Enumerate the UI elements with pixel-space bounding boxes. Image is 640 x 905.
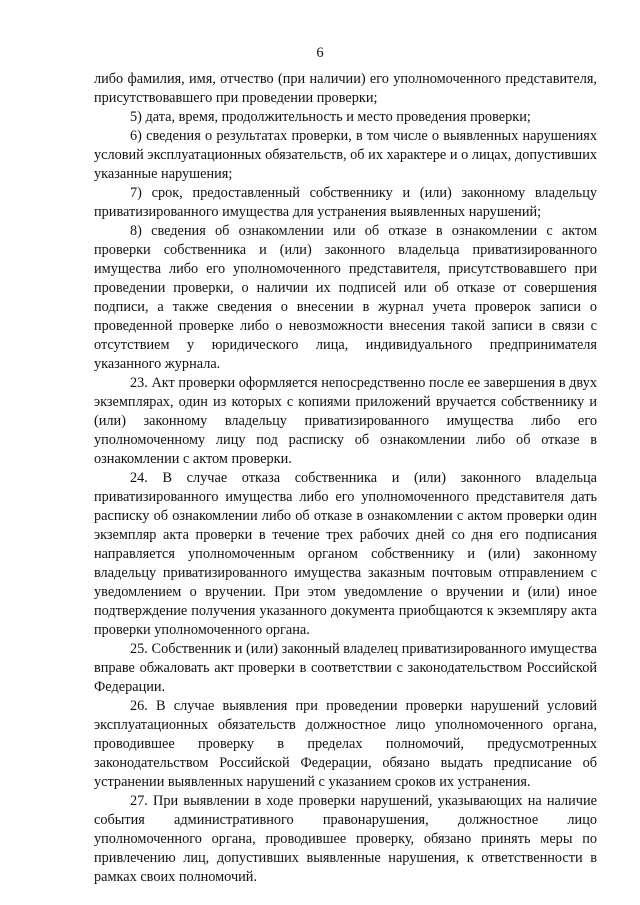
paragraph-item-8: 8) сведения об ознакомлении или об отказе в ознакомлении с актом проверки собственника и (или) законного владельца приватизированного имущества либо его уполномоченного представителя, присутствовавшего при проведении проверки, о наличии их подписей или об отказе от совершения подписи, а также сведения о внесении в журнал учета проверок записи о проведенной проверке либо о невозможности внесения такой записи в связи с отсутствием у юридического лица, индивидуального предпринимателя указанного журнала. (94, 223, 597, 372)
paragraph-item-6: 6) сведения о результатах проверки, в том числе о выявленных нарушениях условий эксплуатационных обязательств, об их характере и о лицах, допустивших указанные нарушения; (94, 128, 597, 182)
paragraph-item-5: 5) дата, время, продолжительность и место проведения проверки; (130, 109, 531, 125)
paragraph-item-7: 7) срок, предоставленный собственнику и (или) законному владельцу приватизированного имущества для устранения выявленных нарушений; (94, 185, 597, 220)
paragraph-clause-25: 25. Собственник и (или) законный владелец приватизированного имущества вправе обжаловать акт проверки в соответствии с законодательством Российской Федерации. (94, 641, 597, 695)
paragraph-clause-23: 23. Акт проверки оформляется непосредственно после ее завершения в двух экземплярах, один из которых с копиями приложений вручается собственнику и (или) законному владельцу приватизированного имущества либо его уполномоченному лицу под расписку об ознакомлении либо об отказе в ознакомлении с актом проверки. (94, 375, 597, 467)
paragraph-clause-26: 26. В случае выявления при проведении проверки нарушений условий эксплуатационных обязательств должностное лицо уполномоченного органа, проводившее проверку в пределах полномочий, предусмотренных законодательством Российской Федерации, обязано выдать предписание об устранении выявленных нарушений с указанием сроков их устранения. (94, 698, 597, 790)
document-body (94, 70, 597, 887)
paragraph-clause-27: 27. При выявлении в ходе проверки нарушений, указывающих на наличие события административного правонарушения, должностное лицо уполномоченного органа, проводившее проверку, обязано принять меры по привлечению лиц, допустивших выявленные нарушения, к ответственности в рамках своих полномочий. (94, 793, 597, 885)
page-number: 6 (316, 45, 324, 61)
paragraph-continuation: либо фамилия, имя, отчество (при наличии) его уполномоченного представителя, присутствовавшего при проведении проверки; (94, 71, 597, 106)
paragraph-clause-24: 24. В случае отказа собственника и (или) законного владельца приватизированного имущества либо его уполномоченного представителя дать расписку об ознакомлении либо об отказе в ознакомлении с актом проверки один экземпляр акта проверки в течение трех рабочих дней со дня его подписания направляется уполномоченным органом собственнику и (или) законному владельцу приватизированного имущества заказным почтовым отправлением с уведомлением о вручении. При этом уведомление о вручении и (или) иное подтверждение получения указанного документа приобщаются к экземпляру акта проверки уполномоченного органа. (94, 470, 597, 638)
